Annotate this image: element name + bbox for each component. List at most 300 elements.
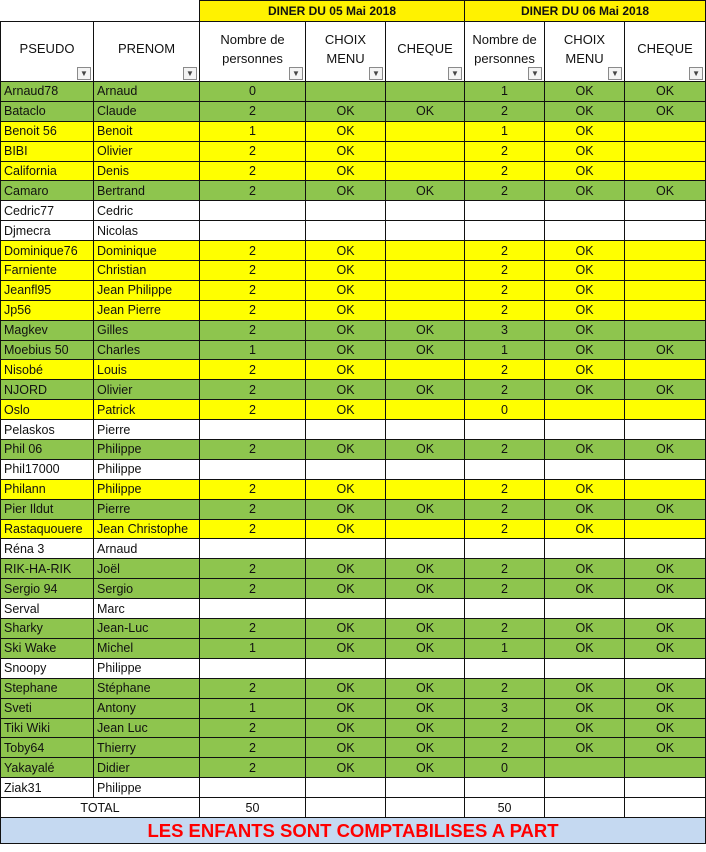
- cell-nombre-day2[interactable]: 1: [465, 82, 545, 102]
- cell-cheque-day2[interactable]: OK: [625, 738, 706, 758]
- cell-menu-day1[interactable]: OK: [306, 261, 386, 281]
- cell-menu-day1[interactable]: OK: [306, 241, 386, 261]
- cell-nombre-day2[interactable]: 2: [465, 380, 545, 400]
- cell-prenom[interactable]: Jean Philippe: [94, 280, 200, 300]
- total-blank: [545, 798, 625, 818]
- cell-cheque-day2[interactable]: OK: [625, 638, 706, 658]
- cell-nombre-day1[interactable]: 2: [200, 181, 306, 201]
- cell-prenom[interactable]: Cedric: [94, 201, 200, 221]
- cell-nombre-day1[interactable]: 1: [200, 638, 306, 658]
- cell-nombre-day1[interactable]: 1: [200, 340, 306, 360]
- cell-cheque-day2[interactable]: [625, 658, 706, 678]
- cell-menu-day1[interactable]: OK: [306, 499, 386, 519]
- cell-nombre-day1[interactable]: 2: [200, 241, 306, 261]
- cell-menu-day1[interactable]: OK: [306, 101, 386, 121]
- cell-menu-day2[interactable]: OK: [545, 559, 625, 579]
- cell-menu-day1[interactable]: OK: [306, 280, 386, 300]
- cell-cheque-day1[interactable]: [386, 141, 465, 161]
- cell-cheque-day1[interactable]: [386, 82, 465, 102]
- cell-cheque-day2[interactable]: [625, 778, 706, 798]
- cell-cheque-day1[interactable]: OK: [386, 340, 465, 360]
- cell-nombre-day1[interactable]: 2: [200, 479, 306, 499]
- cell-nombre-day2[interactable]: 2: [465, 440, 545, 460]
- cell-menu-day1[interactable]: OK: [306, 380, 386, 400]
- cell-menu-day1[interactable]: OK: [306, 161, 386, 181]
- cell-nombre-day2[interactable]: [465, 420, 545, 440]
- filter-dropdown-icon[interactable]: ▼: [183, 67, 197, 80]
- cell-prenom[interactable]: Christian: [94, 261, 200, 281]
- cell-cheque-day1[interactable]: OK: [386, 579, 465, 599]
- cell-menu-day2[interactable]: [545, 778, 625, 798]
- cell-nombre-day1[interactable]: [200, 221, 306, 241]
- cell-menu-day2[interactable]: OK: [545, 519, 625, 539]
- cell-cheque-day1[interactable]: [386, 479, 465, 499]
- cell-prenom[interactable]: Gilles: [94, 320, 200, 340]
- cell-pseudo[interactable]: Ski Wake: [1, 638, 94, 658]
- cell-cheque-day1[interactable]: OK: [386, 440, 465, 460]
- cell-menu-day2[interactable]: OK: [545, 698, 625, 718]
- cell-nombre-day2[interactable]: 2: [465, 241, 545, 261]
- cell-pseudo[interactable]: Farniente: [1, 261, 94, 281]
- cell-menu-day1[interactable]: [306, 420, 386, 440]
- cell-menu-day2[interactable]: OK: [545, 360, 625, 380]
- cell-menu-day2[interactable]: OK: [545, 579, 625, 599]
- cell-pseudo[interactable]: Ziak31: [1, 778, 94, 798]
- cell-nombre-day2[interactable]: 1: [465, 340, 545, 360]
- cell-nombre-day1[interactable]: 2: [200, 261, 306, 281]
- filter-dropdown-icon[interactable]: ▼: [608, 67, 622, 80]
- cell-menu-day2[interactable]: OK: [545, 141, 625, 161]
- cell-pseudo[interactable]: Magkev: [1, 320, 94, 340]
- cell-cheque-day1[interactable]: OK: [386, 380, 465, 400]
- cell-menu-day2[interactable]: OK: [545, 320, 625, 340]
- cell-nombre-day1[interactable]: 2: [200, 300, 306, 320]
- cell-prenom[interactable]: Pierre: [94, 499, 200, 519]
- cell-menu-day2[interactable]: [545, 201, 625, 221]
- cell-cheque-day2[interactable]: OK: [625, 101, 706, 121]
- cell-nombre-day2[interactable]: 3: [465, 698, 545, 718]
- cell-pseudo[interactable]: NJORD: [1, 380, 94, 400]
- cell-nombre-day2[interactable]: 2: [465, 559, 545, 579]
- cell-prenom[interactable]: Stéphane: [94, 678, 200, 698]
- cell-pseudo[interactable]: Yakayalé: [1, 758, 94, 778]
- cell-nombre-day2[interactable]: 2: [465, 579, 545, 599]
- cell-menu-day1[interactable]: [306, 658, 386, 678]
- cell-pseudo[interactable]: Dominique76: [1, 241, 94, 261]
- cell-cheque-day1[interactable]: [386, 420, 465, 440]
- cell-pseudo[interactable]: Camaro: [1, 181, 94, 201]
- cell-cheque-day2[interactable]: [625, 758, 706, 778]
- cell-prenom[interactable]: Louis: [94, 360, 200, 380]
- cell-pseudo[interactable]: Jeanfl95: [1, 280, 94, 300]
- cell-prenom[interactable]: Benoit: [94, 121, 200, 141]
- cell-prenom[interactable]: Jean Christophe: [94, 519, 200, 539]
- cell-menu-day2[interactable]: OK: [545, 638, 625, 658]
- filter-dropdown-icon[interactable]: ▼: [289, 67, 303, 80]
- cell-cheque-day2[interactable]: OK: [625, 440, 706, 460]
- cell-prenom[interactable]: Patrick: [94, 400, 200, 420]
- cell-nombre-day2[interactable]: [465, 459, 545, 479]
- cell-menu-day2[interactable]: OK: [545, 241, 625, 261]
- cell-cheque-day2[interactable]: [625, 539, 706, 559]
- cell-cheque-day2[interactable]: [625, 161, 706, 181]
- cell-nombre-day1[interactable]: 2: [200, 161, 306, 181]
- cell-pseudo[interactable]: Snoopy: [1, 658, 94, 678]
- cell-pseudo[interactable]: Sveti: [1, 698, 94, 718]
- cell-cheque-day2[interactable]: OK: [625, 380, 706, 400]
- cell-pseudo[interactable]: Phil 06: [1, 440, 94, 460]
- cell-cheque-day1[interactable]: OK: [386, 559, 465, 579]
- cell-menu-day2[interactable]: OK: [545, 101, 625, 121]
- cell-nombre-day1[interactable]: [200, 539, 306, 559]
- cell-nombre-day2[interactable]: 2: [465, 619, 545, 639]
- cell-prenom[interactable]: Dominique: [94, 241, 200, 261]
- cell-nombre-day1[interactable]: 2: [200, 559, 306, 579]
- cell-cheque-day2[interactable]: [625, 141, 706, 161]
- cell-prenom[interactable]: Thierry: [94, 738, 200, 758]
- cell-menu-day1[interactable]: OK: [306, 698, 386, 718]
- cell-nombre-day1[interactable]: [200, 599, 306, 619]
- filter-dropdown-icon[interactable]: ▼: [369, 67, 383, 80]
- cell-nombre-day2[interactable]: 2: [465, 181, 545, 201]
- cell-pseudo[interactable]: Stephane: [1, 678, 94, 698]
- cell-menu-day2[interactable]: OK: [545, 619, 625, 639]
- cell-nombre-day2[interactable]: 2: [465, 738, 545, 758]
- cell-cheque-day2[interactable]: [625, 280, 706, 300]
- cell-nombre-day2[interactable]: 2: [465, 479, 545, 499]
- cell-cheque-day2[interactable]: OK: [625, 579, 706, 599]
- cell-cheque-day2[interactable]: [625, 121, 706, 141]
- filter-dropdown-icon[interactable]: ▼: [528, 67, 542, 80]
- cell-prenom[interactable]: Denis: [94, 161, 200, 181]
- cell-nombre-day1[interactable]: 2: [200, 380, 306, 400]
- cell-nombre-day1[interactable]: [200, 201, 306, 221]
- cell-nombre-day2[interactable]: 2: [465, 360, 545, 380]
- cell-menu-day1[interactable]: OK: [306, 758, 386, 778]
- cell-prenom[interactable]: Didier: [94, 758, 200, 778]
- cell-prenom[interactable]: Charles: [94, 340, 200, 360]
- cell-cheque-day1[interactable]: OK: [386, 678, 465, 698]
- cell-pseudo[interactable]: BIBI: [1, 141, 94, 161]
- cell-pseudo[interactable]: California: [1, 161, 94, 181]
- cell-menu-day2[interactable]: OK: [545, 181, 625, 201]
- cell-menu-day2[interactable]: [545, 758, 625, 778]
- cell-menu-day1[interactable]: [306, 539, 386, 559]
- cell-cheque-day1[interactable]: [386, 241, 465, 261]
- cell-prenom[interactable]: Michel: [94, 638, 200, 658]
- cell-nombre-day2[interactable]: 2: [465, 300, 545, 320]
- cell-menu-day2[interactable]: [545, 459, 625, 479]
- cell-menu-day1[interactable]: OK: [306, 519, 386, 539]
- cell-nombre-day2[interactable]: 2: [465, 678, 545, 698]
- cell-nombre-day2[interactable]: 2: [465, 161, 545, 181]
- cell-menu-day2[interactable]: OK: [545, 738, 625, 758]
- cell-menu-day1[interactable]: OK: [306, 559, 386, 579]
- cell-menu-day1[interactable]: OK: [306, 181, 386, 201]
- cell-pseudo[interactable]: Djmecra: [1, 221, 94, 241]
- cell-nombre-day2[interactable]: 2: [465, 141, 545, 161]
- cell-menu-day1[interactable]: OK: [306, 738, 386, 758]
- cell-cheque-day2[interactable]: OK: [625, 499, 706, 519]
- cell-pseudo[interactable]: Moebius 50: [1, 340, 94, 360]
- cell-nombre-day2[interactable]: 3: [465, 320, 545, 340]
- cell-nombre-day1[interactable]: 2: [200, 678, 306, 698]
- cell-cheque-day2[interactable]: OK: [625, 698, 706, 718]
- cell-prenom[interactable]: Jean-Luc: [94, 619, 200, 639]
- cell-menu-day1[interactable]: OK: [306, 479, 386, 499]
- cell-prenom[interactable]: Bertrand: [94, 181, 200, 201]
- cell-cheque-day1[interactable]: OK: [386, 718, 465, 738]
- cell-menu-day2[interactable]: [545, 400, 625, 420]
- cell-cheque-day1[interactable]: [386, 539, 465, 559]
- cell-pseudo[interactable]: Tiki Wiki: [1, 718, 94, 738]
- cell-cheque-day2[interactable]: OK: [625, 678, 706, 698]
- cell-nombre-day1[interactable]: 2: [200, 579, 306, 599]
- cell-cheque-day1[interactable]: OK: [386, 698, 465, 718]
- table-row: [1, 181, 706, 201]
- cell-cheque-day1[interactable]: [386, 221, 465, 241]
- cell-nombre-day2[interactable]: 1: [465, 121, 545, 141]
- cell-cheque-day1[interactable]: [386, 658, 465, 678]
- cell-prenom[interactable]: Philippe: [94, 479, 200, 499]
- cell-menu-day2[interactable]: OK: [545, 678, 625, 698]
- cell-cheque-day1[interactable]: [386, 360, 465, 380]
- cell-nombre-day1[interactable]: 1: [200, 121, 306, 141]
- cell-nombre-day2[interactable]: [465, 778, 545, 798]
- cell-menu-day1[interactable]: OK: [306, 340, 386, 360]
- cell-cheque-day2[interactable]: [625, 201, 706, 221]
- cell-cheque-day2[interactable]: [625, 221, 706, 241]
- cell-cheque-day1[interactable]: [386, 400, 465, 420]
- cell-nombre-day2[interactable]: 2: [465, 101, 545, 121]
- cell-cheque-day1[interactable]: OK: [386, 181, 465, 201]
- cell-menu-day2[interactable]: [545, 539, 625, 559]
- cell-nombre-day1[interactable]: 2: [200, 280, 306, 300]
- filter-dropdown-icon[interactable]: ▼: [448, 67, 462, 80]
- cell-nombre-day1[interactable]: 2: [200, 320, 306, 340]
- cell-menu-day2[interactable]: [545, 221, 625, 241]
- cell-cheque-day1[interactable]: [386, 519, 465, 539]
- cell-cheque-day1[interactable]: [386, 201, 465, 221]
- cell-nombre-day2[interactable]: 2: [465, 718, 545, 738]
- cell-pseudo[interactable]: Arnaud78: [1, 82, 94, 102]
- cell-cheque-day1[interactable]: OK: [386, 499, 465, 519]
- cell-menu-day2[interactable]: OK: [545, 718, 625, 738]
- cell-nombre-day1[interactable]: 2: [200, 619, 306, 639]
- cell-menu-day1[interactable]: OK: [306, 619, 386, 639]
- table-row: [1, 280, 706, 300]
- cell-prenom[interactable]: Pierre: [94, 420, 200, 440]
- cell-nombre-day1[interactable]: 2: [200, 440, 306, 460]
- cell-menu-day2[interactable]: OK: [545, 499, 625, 519]
- cell-cheque-day2[interactable]: [625, 599, 706, 619]
- cell-nombre-day1[interactable]: [200, 420, 306, 440]
- cell-menu-day1[interactable]: OK: [306, 400, 386, 420]
- cell-cheque-day2[interactable]: [625, 300, 706, 320]
- cell-pseudo[interactable]: Toby64: [1, 738, 94, 758]
- cell-menu-day2[interactable]: OK: [545, 440, 625, 460]
- cell-pseudo[interactable]: Serval: [1, 599, 94, 619]
- cell-menu-day2[interactable]: OK: [545, 340, 625, 360]
- cell-cheque-day1[interactable]: OK: [386, 101, 465, 121]
- cell-cheque-day2[interactable]: OK: [625, 181, 706, 201]
- cell-cheque-day2[interactable]: [625, 241, 706, 261]
- cell-nombre-day2[interactable]: [465, 539, 545, 559]
- cell-prenom[interactable]: Philippe: [94, 778, 200, 798]
- cell-menu-day2[interactable]: OK: [545, 300, 625, 320]
- cell-cheque-day2[interactable]: [625, 479, 706, 499]
- cell-cheque-day1[interactable]: [386, 599, 465, 619]
- cell-prenom[interactable]: Marc: [94, 599, 200, 619]
- cell-nombre-day2[interactable]: 0: [465, 400, 545, 420]
- cell-cheque-day2[interactable]: OK: [625, 82, 706, 102]
- cell-menu-day1[interactable]: [306, 201, 386, 221]
- cell-cheque-day1[interactable]: OK: [386, 738, 465, 758]
- cell-cheque-day1[interactable]: [386, 161, 465, 181]
- cell-cheque-day2[interactable]: OK: [625, 718, 706, 738]
- cell-pseudo[interactable]: Philann: [1, 479, 94, 499]
- cell-nombre-day1[interactable]: [200, 658, 306, 678]
- cell-menu-day1[interactable]: OK: [306, 121, 386, 141]
- cell-prenom[interactable]: Jean Pierre: [94, 300, 200, 320]
- cell-menu-day1[interactable]: OK: [306, 300, 386, 320]
- filter-dropdown-icon[interactable]: ▼: [77, 67, 91, 80]
- cell-prenom[interactable]: Jean Luc: [94, 718, 200, 738]
- cell-nombre-day1[interactable]: 1: [200, 698, 306, 718]
- cell-pseudo[interactable]: Réna 3: [1, 539, 94, 559]
- cell-nombre-day2[interactable]: [465, 599, 545, 619]
- cell-menu-day2[interactable]: OK: [545, 82, 625, 102]
- cell-menu-day1[interactable]: [306, 459, 386, 479]
- cell-menu-day2[interactable]: OK: [545, 121, 625, 141]
- cell-nombre-day1[interactable]: 2: [200, 519, 306, 539]
- cell-cheque-day2[interactable]: OK: [625, 619, 706, 639]
- cell-prenom[interactable]: Antony: [94, 698, 200, 718]
- cell-prenom[interactable]: Sergio: [94, 579, 200, 599]
- cell-prenom[interactable]: Olivier: [94, 141, 200, 161]
- cell-menu-day2[interactable]: OK: [545, 261, 625, 281]
- cell-cheque-day2[interactable]: [625, 459, 706, 479]
- cell-pseudo[interactable]: Benoit 56: [1, 121, 94, 141]
- cell-pseudo[interactable]: Bataclo: [1, 101, 94, 121]
- cell-pseudo[interactable]: Nisobé: [1, 360, 94, 380]
- cell-cheque-day2[interactable]: [625, 400, 706, 420]
- cell-menu-day1[interactable]: OK: [306, 638, 386, 658]
- cell-nombre-day2[interactable]: [465, 201, 545, 221]
- cell-cheque-day1[interactable]: [386, 778, 465, 798]
- cell-pseudo[interactable]: Phil17000: [1, 459, 94, 479]
- cell-pseudo[interactable]: Oslo: [1, 400, 94, 420]
- cell-nombre-day1[interactable]: 0: [200, 82, 306, 102]
- cell-nombre-day2[interactable]: 2: [465, 499, 545, 519]
- cell-cheque-day2[interactable]: OK: [625, 340, 706, 360]
- cell-menu-day1[interactable]: [306, 599, 386, 619]
- cell-menu-day1[interactable]: [306, 778, 386, 798]
- cell-pseudo[interactable]: Jp56: [1, 300, 94, 320]
- cell-pseudo[interactable]: Sergio 94: [1, 579, 94, 599]
- cell-cheque-day1[interactable]: OK: [386, 758, 465, 778]
- cell-pseudo[interactable]: RIK-HA-RIK: [1, 559, 94, 579]
- cell-menu-day1[interactable]: OK: [306, 320, 386, 340]
- cell-menu-day2[interactable]: [545, 420, 625, 440]
- cell-pseudo[interactable]: Rastaquouere: [1, 519, 94, 539]
- cell-menu-day1[interactable]: [306, 221, 386, 241]
- cell-menu-day2[interactable]: OK: [545, 479, 625, 499]
- cell-cheque-day2[interactable]: [625, 420, 706, 440]
- cell-pseudo[interactable]: Sharky: [1, 619, 94, 639]
- filter-dropdown-icon[interactable]: ▼: [689, 67, 703, 80]
- cell-menu-day2[interactable]: [545, 599, 625, 619]
- cell-nombre-day2[interactable]: 0: [465, 758, 545, 778]
- cell-prenom[interactable]: Arnaud: [94, 539, 200, 559]
- cell-prenom[interactable]: Philippe: [94, 440, 200, 460]
- cell-cheque-day2[interactable]: OK: [625, 559, 706, 579]
- cell-menu-day1[interactable]: OK: [306, 579, 386, 599]
- cell-nombre-day1[interactable]: 2: [200, 499, 306, 519]
- cell-nombre-day1[interactable]: 2: [200, 400, 306, 420]
- cell-nombre-day1[interactable]: 2: [200, 141, 306, 161]
- cell-pseudo[interactable]: Cedric77: [1, 201, 94, 221]
- cell-menu-day1[interactable]: OK: [306, 440, 386, 460]
- cell-nombre-day2[interactable]: 2: [465, 261, 545, 281]
- cell-nombre-day2[interactable]: 1: [465, 638, 545, 658]
- cell-cheque-day2[interactable]: [625, 320, 706, 340]
- cell-cheque-day1[interactable]: OK: [386, 638, 465, 658]
- cell-nombre-day1[interactable]: [200, 778, 306, 798]
- cell-menu-day2[interactable]: [545, 658, 625, 678]
- cell-cheque-day1[interactable]: OK: [386, 320, 465, 340]
- cell-prenom[interactable]: Nicolas: [94, 221, 200, 241]
- cell-pseudo[interactable]: Pier Ildut: [1, 499, 94, 519]
- cell-cheque-day1[interactable]: [386, 121, 465, 141]
- nombre-line1: Nombre de: [472, 31, 537, 47]
- cell-menu-day1[interactable]: OK: [306, 678, 386, 698]
- cell-prenom[interactable]: Joël: [94, 559, 200, 579]
- cell-nombre-day1[interactable]: 2: [200, 101, 306, 121]
- cell-nombre-day2[interactable]: [465, 221, 545, 241]
- cell-cheque-day1[interactable]: OK: [386, 619, 465, 639]
- cell-pseudo[interactable]: Pelaskos: [1, 420, 94, 440]
- cell-nombre-day1[interactable]: 2: [200, 718, 306, 738]
- cell-prenom[interactable]: Claude: [94, 101, 200, 121]
- cell-menu-day2[interactable]: OK: [545, 380, 625, 400]
- cell-cheque-day2[interactable]: [625, 360, 706, 380]
- cell-menu-day2[interactable]: OK: [545, 280, 625, 300]
- cell-nombre-day1[interactable]: [200, 459, 306, 479]
- cell-nombre-day2[interactable]: [465, 658, 545, 678]
- cell-cheque-day1[interactable]: [386, 459, 465, 479]
- cell-prenom[interactable]: Olivier: [94, 380, 200, 400]
- cell-cheque-day2[interactable]: [625, 519, 706, 539]
- cell-menu-day1[interactable]: OK: [306, 141, 386, 161]
- cell-cheque-day1[interactable]: [386, 280, 465, 300]
- cell-menu-day1[interactable]: OK: [306, 718, 386, 738]
- cell-nombre-day1[interactable]: 2: [200, 360, 306, 380]
- cell-prenom[interactable]: Philippe: [94, 658, 200, 678]
- cell-menu-day1[interactable]: OK: [306, 360, 386, 380]
- cell-prenom[interactable]: Arnaud: [94, 82, 200, 102]
- cell-cheque-day1[interactable]: [386, 261, 465, 281]
- cell-cheque-day2[interactable]: [625, 261, 706, 281]
- cell-nombre-day1[interactable]: 2: [200, 738, 306, 758]
- cell-menu-day2[interactable]: OK: [545, 161, 625, 181]
- cell-nombre-day2[interactable]: 2: [465, 519, 545, 539]
- cell-cheque-day1[interactable]: [386, 300, 465, 320]
- cell-prenom[interactable]: Philippe: [94, 459, 200, 479]
- cell-nombre-day1[interactable]: 2: [200, 758, 306, 778]
- cell-nombre-day2[interactable]: 2: [465, 280, 545, 300]
- cell-menu-day1[interactable]: [306, 82, 386, 102]
